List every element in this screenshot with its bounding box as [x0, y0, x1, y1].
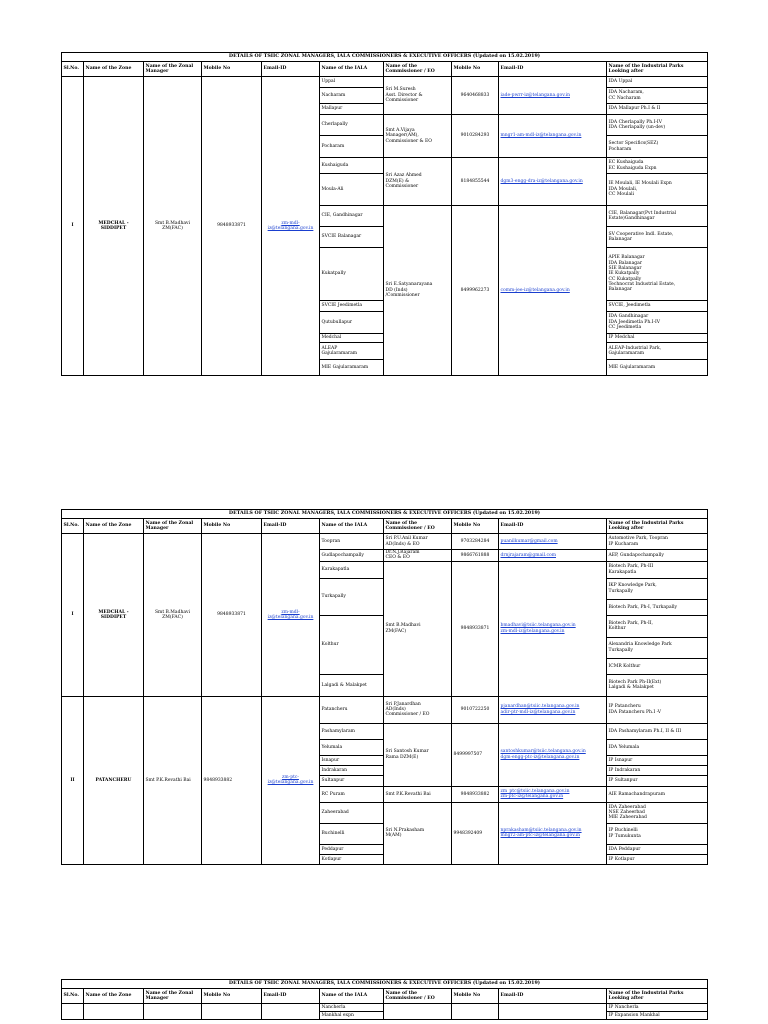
col-zone: Name of the Zone [84, 519, 144, 534]
commissioner-mobile: 8184855544 [452, 158, 499, 206]
iala-cell: Lalgadi & Malakpet [320, 674, 384, 696]
park-cell: IP Nancherla [607, 1004, 708, 1012]
commissioner-cell: Sri P.U.Anil Kumar AD(Inds) & EO [384, 534, 452, 550]
commissioner-email-link[interactable]: santoshkumar@tsiic.telangana.gov.in dgm-engg-ptc-iz@telangana.gov.in [500, 749, 586, 760]
commissioner-email-link[interactable]: bmadhavi@tsiic.telangana.gov.in zm-mdl-iz@telangana.gov.in [500, 623, 576, 634]
park-cell: IDA Peddapur [607, 844, 708, 854]
zonal-mobile: 9848933882 [202, 696, 262, 864]
commissioner-cell: Smt P.K.Revathi Bai [384, 786, 452, 802]
officers-table-page-1 [61, 52, 708, 376]
iala-cell: Patancheru [320, 696, 384, 723]
iala-cell: Pocharam [320, 136, 384, 158]
zonal-mobile: 9848933871 [202, 534, 262, 697]
commissioner-cell: Sri M.Suresh Asst. Director & Commissioner [384, 77, 452, 115]
zonal-email-link[interactable]: zm-mdl-iz@telangana.gov.in [267, 220, 314, 231]
col-email: Email-ID [262, 62, 320, 77]
commissioner-mobile: 9948392409 [452, 802, 499, 864]
zonal-manager: Smt B.Madhavi ZM(FAC) [144, 534, 202, 697]
col-industrial-parks: Name of the Industrial Parks Looking after [607, 989, 708, 1004]
iala-cell: Kolthur [320, 615, 384, 674]
iala-cell: Mankhal expn [320, 1012, 384, 1020]
commissioner-cell: Smt B.Madhavi ZM(FAC) [384, 561, 452, 696]
iala-cell: Nancherla [320, 1004, 384, 1012]
commissioner-cell: Sri Azaz Ahmed DZM(E) & Commissioner [384, 158, 452, 206]
commissioner-mobile: 9848933882 [452, 786, 499, 802]
park-cell: IP Indrakaran [607, 765, 708, 775]
iala-cell: Mallapur [320, 104, 384, 115]
table-row [62, 77, 708, 88]
iala-cell: Moula-Ali [320, 174, 384, 206]
park-cell: IDA Nacharam, CC Nacharam [607, 88, 708, 104]
col-industrial-parks: Name of the Industrial Parks Looking after [607, 62, 708, 77]
park-cell: IP Kotlapur [607, 854, 708, 864]
col-commissioner: Name of the Commissioner / EO [384, 989, 452, 1004]
commissioner-cell: Sri Santosh Kumar Rama DZM(E) [384, 723, 452, 786]
iala-cell: Qutubullapur [320, 312, 384, 334]
col-commissioner: Name of the Commissioner / EO [384, 62, 452, 77]
col-zonal-manager: Name of the Zonal Manager [144, 519, 202, 534]
col-sl-no: Sl.No. [62, 989, 84, 1004]
col-zonal-manager: Name of the Zonal Manager [144, 989, 202, 1004]
park-cell: AIE Ramachandrapuram [607, 786, 708, 802]
park-cell: ALEAP-Industrial Park, Gajularamaram [607, 343, 708, 360]
park-cell: MIE Gajularamaram [607, 360, 708, 376]
iala-cell: Yelumala [320, 739, 384, 755]
commissioner-mobile: 9010284293 [452, 115, 499, 158]
park-cell: Alexandria Knowledge Park Turkapally [607, 637, 708, 658]
commissioner-mobile: 9640468833 [452, 77, 499, 115]
zone-sl: I [62, 77, 84, 376]
iala-cell: RC Puram [320, 786, 384, 802]
zonal-mobile: 9848933871 [202, 77, 262, 376]
park-cell: Biotech Park, Ph-II, Kolthur [607, 615, 708, 637]
col-industrial-parks: Name of the Industrial Parks Looking after [607, 519, 708, 534]
park-cell: IDA Yelumala [607, 739, 708, 755]
park-cell: IE Moulali, IE Moulali Expn IDA Moulali, CC Moulali [607, 174, 708, 206]
park-cell: IDA Pashamylaram Ph.I, II & III [607, 723, 708, 739]
officers-table-page-2 [61, 509, 708, 865]
park-cell: IP Isnapur [607, 755, 708, 765]
commissioner-email-link[interactable]: iade-pwrr-iz@telangana.gov.in [500, 92, 570, 98]
park-cell: Biotech Park Ph-II(Ext) Lalgadi & Malakpet [607, 674, 708, 696]
park-cell: IP Patancheru IDA Patancheru Ph.I -V [607, 696, 708, 723]
iala-cell: MIE Gajularamaram [320, 360, 384, 376]
park-cell: IKP Knowledge Park, Turkapally [607, 578, 708, 599]
zone-name: PATANCHERU [84, 696, 144, 864]
iala-cell: Nacharam [320, 88, 384, 104]
commissioner-email-link[interactable]: pjanardhan@tsiic.telangana.gov.in adir-ptr-mdl-iz@telangana.gov.in [500, 704, 580, 715]
commissioner-cell: Smt A.Vijaya Manager(AM), Commissioner & EO [384, 115, 452, 158]
iala-cell: ALEAP Gajularamaram [320, 343, 384, 360]
commissioner-mobile: 9866761888 [452, 550, 499, 562]
col-mobile-2: Mobile No [452, 62, 499, 77]
iala-cell: Gudlapochampally [320, 550, 384, 562]
commissioner-cell: Dr.N.J.Rajaram CEO & EO [384, 550, 452, 562]
park-cell: IP Medchal [607, 334, 708, 343]
commissioner-mobile: 8499962273 [452, 206, 499, 376]
park-cell: IDA Mallapur Ph.I & II [607, 104, 708, 115]
col-email-2: Email-ID [499, 519, 607, 534]
commissioner-email-link[interactable]: puanilkumar@gmail.com [500, 538, 558, 544]
col-mobile-2: Mobile No [452, 519, 499, 534]
park-cell: Sector Specifics(SEZ) Pocharam [607, 136, 708, 158]
iala-cell: Kotlapur [320, 854, 384, 864]
commissioner-mobile: 9703284284 [452, 534, 499, 550]
park-cell: SVCIE, Jeedimetla [607, 301, 708, 312]
commissioner-email-link[interactable]: nprakasham@tsiic.telangana.gov.in mngr2-am-ptc-iz@telangana.gov.in [500, 827, 582, 839]
commissioner-email-link[interactable]: mngr1-am-mdl-iz@telangana.gov.in [500, 133, 582, 139]
officers-table-page-3 [61, 979, 708, 1020]
park-cell: EC Kushaiguda EC Kushaiguda Expn [607, 158, 708, 174]
park-cell: ICMR Kolthur [607, 658, 708, 674]
iala-cell: Medchal [320, 334, 384, 343]
zone-sl: II [62, 696, 84, 864]
park-cell: APIE Balanagar IDA Balanagar SIE Balanagar IE Kukatpally CC Kukatpally Technocrat Industrial Estate, Balanagar [607, 248, 708, 301]
commissioner-mobile: 9010722250 [452, 696, 499, 723]
park-cell: IDA Gandhinagar IDA Jeedimetla Ph.I-IV CC Jeedimetla [607, 312, 708, 334]
header-row [62, 62, 708, 77]
park-cell: SV Cooperative Indl. Estate, Balanagar [607, 227, 708, 248]
commissioner-cell: Sri E.Satyanarayana DD (Inds) /Commissioner [384, 206, 452, 376]
iala-cell: Indrakaran [320, 765, 384, 775]
col-mobile: Mobile No [202, 62, 262, 77]
table-row [62, 696, 708, 723]
zonal-email-link[interactable]: zm-ptc-iz@telangana.gov.in [267, 774, 314, 786]
iala-cell: CIE, Gandhinagar [320, 206, 384, 227]
col-iala: Name of the IALA [320, 519, 384, 534]
col-sl-no: Sl.No. [62, 62, 84, 77]
commissioner-mobile: 9848933871 [452, 561, 499, 696]
park-cell: IDA Cherlapally Ph.I-IV IDA Cherlapally (un-dev) [607, 115, 708, 136]
commissioner-email-link[interactable]: drnjrajaram@gmail.com [500, 552, 556, 558]
header-row [62, 989, 708, 1004]
col-email-2: Email-ID [499, 989, 607, 1004]
iala-cell: Sultanpur [320, 775, 384, 786]
table-title: DETAILS OF TSIIC ZONAL MANAGERS, IALA COMMISSIONERS & EXECUTIVE OFFICERS (Updated on 15.02.2019) [62, 510, 708, 519]
iala-cell: Pashamylaram [320, 723, 384, 739]
col-commissioner: Name of the Commissioner / EO [384, 519, 452, 534]
col-email: Email-ID [262, 519, 320, 534]
iala-cell: Karakapatla [320, 561, 384, 578]
table-title: DETAILS OF TSIIC ZONAL MANAGERS, IALA COMMISSIONERS & EXECUTIVE OFFICERS (Updated on 15.02.2019) [62, 980, 708, 989]
park-cell: IP Buchinelli IP Tumukunta [607, 823, 708, 844]
table-row [62, 1004, 708, 1012]
park-cell: Biotech Park, Ph-I, Turkapally [607, 599, 708, 615]
iala-cell: SVCIE Balanagar [320, 227, 384, 248]
col-mobile: Mobile No [202, 519, 262, 534]
header-row [62, 519, 708, 534]
park-cell: AEP, Gundapochampally [607, 550, 708, 562]
park-cell: Biotech Park, Ph-III Karakapatla [607, 561, 708, 578]
col-mobile: Mobile No [202, 989, 262, 1004]
commissioner-email-link[interactable]: zm_ptc@tsiic.telangana.gov.in zm-ptc-iz@telangana.gov.in [500, 788, 570, 800]
col-zone: Name of the Zone [84, 989, 144, 1004]
zonal-manager: Smt B.Madhavi ZM(FAC) [144, 77, 202, 376]
iala-cell: SVCIE Jeedimetla [320, 301, 384, 312]
park-cell: IDA Zaheerabad NSE Zaheerbad MIE Zaheerabad [607, 802, 708, 823]
col-email-2: Email-ID [499, 62, 607, 77]
zone-name: MEDCHAL - SIDDIPET [84, 534, 144, 697]
iala-cell: Cherlapally [320, 115, 384, 136]
col-zone: Name of the Zone [84, 62, 144, 77]
iala-cell: Zaheerabad [320, 802, 384, 823]
zonal-manager: Smt P.K.Revathi Bai [144, 696, 202, 864]
iala-cell: Isnapur [320, 755, 384, 765]
col-iala: Name of the IALA [320, 62, 384, 77]
zone-sl: I [62, 534, 84, 697]
commissioner-cell: Sri N.Prakasham M(AM) [384, 802, 452, 864]
col-iala: Name of the IALA [320, 989, 384, 1004]
table-title: DETAILS OF TSIIC ZONAL MANAGERS, IALA COMMISSIONERS & EXECUTIVE OFFICERS (Updated on 15.02.2019) [62, 53, 708, 62]
col-sl-no: Sl.No. [62, 519, 84, 534]
col-mobile-2: Mobile No [452, 989, 499, 1004]
iala-cell: Peddapur [320, 844, 384, 854]
zone-name: MEDCHAL - SIDDIPET [84, 77, 144, 376]
park-cell: IP Expansion Mankhal [607, 1012, 708, 1020]
iala-cell: Kushaiguda [320, 158, 384, 174]
park-cell: IP Sultanpur [607, 775, 708, 786]
table-row [62, 534, 708, 550]
zonal-email-link[interactable]: zm-mdl-iz@telangana.gov.in [267, 609, 314, 620]
park-cell: CIE, Balanagar(Pvt Industrial Estate)Gandhinagar [607, 206, 708, 227]
park-cell: Automotive Park, Toopran IP Kucharam [607, 534, 708, 550]
iala-cell: Buchinelli [320, 823, 384, 844]
col-zonal-manager: Name of the Zonal Manager [144, 62, 202, 77]
iala-cell: Kukatpally [320, 248, 384, 301]
iala-cell: Toopran [320, 534, 384, 550]
commissioner-email-link[interactable]: dgm3-engg-dra-iz@telangana.gov.in [500, 178, 583, 184]
iala-cell: Uppal [320, 77, 384, 88]
commissioner-cell: Sri P.Janardhan AD(Inds) Commissioner / EO [384, 696, 452, 723]
commissioner-mobile: 8499997507 [452, 723, 499, 786]
park-cell: IDA Uppal [607, 77, 708, 88]
iala-cell: Turkapally [320, 578, 384, 615]
col-email: Email-ID [262, 989, 320, 1004]
commissioner-email-link[interactable]: comm-jee-iz@telangana.gov.in [500, 287, 570, 293]
